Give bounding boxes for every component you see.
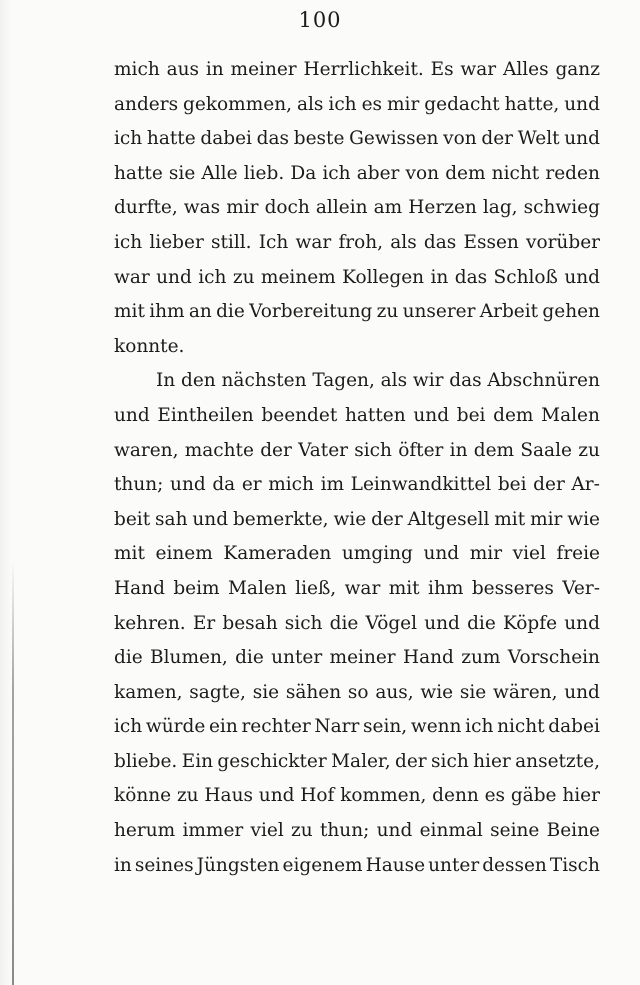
word: und (376, 820, 413, 842)
word: sähen (285, 681, 342, 703)
word: mit (114, 543, 145, 565)
text-line (114, 295, 600, 330)
text-line (114, 607, 600, 642)
word: und (564, 128, 600, 150)
word: es (361, 93, 383, 115)
word: Schloß (493, 266, 558, 288)
word: hier (562, 785, 600, 807)
word: bliebe. (114, 750, 178, 772)
word: mit (388, 577, 420, 599)
word: aus (166, 59, 200, 80)
word: herum (114, 820, 176, 842)
word: das (454, 266, 488, 288)
word: am (373, 197, 403, 219)
word: Malen (227, 577, 287, 599)
text-line (114, 537, 600, 572)
word: das (449, 370, 482, 392)
word: kommen, (340, 785, 427, 807)
word: hatte, (504, 93, 560, 115)
word: Tagen, (312, 370, 375, 392)
word: Da (290, 162, 317, 184)
text-line (114, 572, 600, 607)
word: der (395, 750, 427, 772)
word: lag, (482, 197, 518, 219)
word: sah (155, 508, 188, 530)
word: Beine (546, 820, 600, 842)
word: wir (412, 370, 444, 392)
word: seine (490, 820, 540, 842)
word: still. (211, 231, 252, 253)
word: ich (114, 128, 143, 150)
word: sie (459, 681, 487, 703)
word: dabei (548, 716, 600, 738)
word: mir (226, 197, 259, 219)
word: beendet (261, 404, 338, 426)
word: Ver- (562, 577, 600, 599)
word: die (329, 612, 359, 634)
word: aber (356, 162, 400, 184)
word: durfte, (114, 197, 178, 219)
word: In (156, 370, 176, 392)
word: immer (182, 820, 244, 842)
text-line (114, 676, 600, 711)
word: da (212, 474, 236, 496)
page-number: 100 (298, 8, 342, 32)
word: Gewissen (349, 128, 439, 150)
word: Ein (181, 750, 214, 772)
text-line (114, 849, 600, 884)
word: das (423, 231, 457, 253)
word: gäbe (510, 785, 557, 807)
word: in (430, 266, 449, 288)
word: dessen (482, 854, 547, 876)
word: freie (556, 543, 600, 565)
word: sein, (363, 716, 408, 738)
word: Kollegen (342, 266, 425, 288)
word: vorüber (526, 231, 600, 253)
word: im (320, 474, 345, 496)
word: und (413, 404, 450, 426)
word: sich (431, 750, 469, 772)
word: Hof (300, 785, 335, 807)
word: ich (328, 93, 357, 115)
word: als (380, 370, 408, 392)
word: denn (432, 785, 479, 807)
word: Haus (204, 785, 253, 807)
word: thun; (319, 820, 370, 842)
word: ich (322, 162, 351, 184)
word: so (347, 681, 369, 703)
text-line (114, 53, 600, 88)
word: schwieg (523, 197, 600, 219)
word: Maler, (331, 750, 391, 772)
page-edge-shadow (0, 0, 12, 985)
word: besseres (471, 577, 554, 599)
word: beit (114, 508, 151, 530)
word: ich (465, 716, 494, 738)
word: und (564, 93, 600, 115)
word: die (216, 301, 245, 323)
word: an (188, 301, 212, 323)
word: zu (376, 301, 399, 323)
word: mich (268, 474, 314, 496)
word: Es (430, 59, 454, 80)
word: den (181, 370, 216, 392)
text-line (114, 710, 600, 745)
word: besah (222, 612, 278, 634)
word: viel (250, 820, 284, 842)
word: hatte (146, 128, 196, 150)
word: rechter (241, 716, 311, 738)
word: und (258, 785, 295, 807)
word: unter (428, 854, 480, 876)
word: bei (497, 474, 527, 496)
word: war (114, 266, 150, 288)
word: nicht (491, 162, 540, 184)
word: war (295, 231, 332, 253)
text-line (114, 157, 600, 192)
word: Ich (258, 231, 289, 253)
text-line-paragraph-start (114, 364, 600, 399)
word: zu (578, 439, 600, 461)
text-line (114, 226, 600, 261)
word: ich (114, 716, 143, 738)
word: als (390, 231, 417, 253)
word: mit (114, 301, 145, 323)
word: mir (469, 543, 503, 565)
word: Essen (463, 231, 519, 253)
word: einem (155, 543, 213, 565)
word: Saale (520, 439, 572, 461)
text-line (114, 503, 600, 538)
word: wenn (410, 716, 462, 738)
word: ansetzte, (515, 750, 600, 772)
word: mir (530, 508, 563, 530)
word: hatten (344, 404, 406, 426)
word: würde (145, 716, 206, 738)
word: aus, (375, 681, 414, 703)
word: anders (114, 93, 179, 115)
word: und (114, 404, 150, 426)
word: Alles (502, 59, 549, 80)
word: ich (198, 266, 227, 288)
word: der (533, 474, 565, 496)
word: hatte (114, 162, 163, 184)
word: und (564, 612, 600, 634)
word: ihm (428, 577, 464, 599)
word: mich (114, 59, 160, 80)
text-line (114, 814, 600, 849)
word: gekommen, (183, 93, 293, 115)
word: viel (512, 543, 546, 565)
word: es (484, 785, 506, 807)
word: Herrlichkeit. (303, 59, 424, 80)
word: wie (420, 681, 454, 703)
word: umging (341, 543, 413, 565)
word: dem (473, 439, 515, 461)
text-line (114, 191, 600, 226)
word: lieber (149, 231, 204, 253)
word: einmal (419, 820, 483, 842)
text-line (114, 641, 600, 676)
word: doch (264, 197, 310, 219)
word: beste (293, 128, 345, 150)
text-line (114, 468, 600, 503)
word: kehren. (114, 612, 186, 634)
word: dem (493, 404, 534, 426)
word: zu (291, 820, 313, 842)
word: und (423, 543, 460, 565)
word: Vater (298, 439, 348, 461)
word: in (449, 439, 468, 461)
word: ihm (149, 301, 185, 323)
word: sie (168, 162, 196, 184)
word: ich (114, 231, 143, 253)
word: Leinwandkittel (350, 474, 492, 496)
word: Welt (517, 128, 560, 150)
word: von (405, 162, 440, 184)
word: meiner (230, 59, 297, 80)
word: Alle (201, 162, 238, 184)
word: der (260, 439, 292, 461)
text-line (114, 122, 600, 157)
word: waren, (114, 439, 179, 461)
word: und (564, 681, 600, 703)
word: Abschnüren (487, 370, 600, 392)
word: Malen (541, 404, 600, 426)
word: in (114, 854, 132, 876)
word: war (344, 577, 381, 599)
word: von (443, 128, 477, 150)
word: Arbeit (479, 301, 539, 323)
word: der (481, 128, 514, 150)
text-line (114, 399, 600, 434)
word: zu (176, 785, 199, 807)
word: hier (473, 750, 511, 772)
word: dem (445, 162, 486, 184)
word: ein (208, 716, 238, 738)
word: Hand (114, 577, 165, 599)
word: seines (134, 854, 194, 876)
word: Herzen (408, 197, 477, 219)
word: war (460, 59, 497, 80)
word: ließ, (295, 577, 337, 599)
word: bemerkte, (232, 508, 329, 530)
word: Vorbereitung (249, 301, 373, 323)
word: unserer (402, 301, 476, 323)
word: Jüngsten (196, 854, 280, 876)
word: was (183, 197, 221, 219)
word: Vorschein (507, 647, 600, 669)
word: kamen, (114, 681, 183, 703)
word: und (564, 266, 600, 288)
word: und (170, 474, 206, 496)
text-line (114, 745, 600, 780)
word: meiner (329, 647, 396, 669)
word: meinem (260, 266, 336, 288)
word: froh, (338, 231, 384, 253)
word: und (424, 612, 460, 634)
word: nächsten (221, 370, 307, 392)
word: Vögel (365, 612, 418, 634)
word: gedacht (424, 93, 500, 115)
word: die (114, 647, 143, 669)
word: die (467, 612, 496, 634)
word: sich (354, 439, 392, 461)
word: machte (184, 439, 254, 461)
word: als (296, 93, 324, 115)
word: Kameraden (223, 543, 332, 565)
word: die (235, 647, 264, 669)
word: geschickter (217, 750, 327, 772)
word: allein (315, 197, 368, 219)
text-line-paragraph-end (114, 330, 600, 365)
word: dabei (200, 128, 252, 150)
word: zum (461, 647, 501, 669)
word: Altgesell (407, 508, 490, 530)
word: Hause (365, 854, 426, 876)
word: bei (456, 404, 486, 426)
word: wie (333, 508, 367, 530)
binding-edge-mark (12, 560, 14, 985)
word: beim (173, 577, 220, 599)
word: der (371, 508, 403, 530)
word: konnte. (114, 335, 185, 357)
word: Tisch (549, 854, 600, 876)
word: Eintheilen (157, 404, 254, 426)
word: wie (567, 508, 600, 530)
word: thun; (114, 474, 164, 496)
word: Er (192, 612, 216, 634)
word: Köpfe (502, 612, 558, 634)
word: mir (387, 93, 420, 115)
word: nicht (497, 716, 545, 738)
word: öfter (398, 439, 444, 461)
word: mit (494, 508, 526, 530)
body-text (114, 53, 600, 883)
word: er (241, 474, 262, 496)
word: Hand (402, 647, 454, 669)
word: zu (232, 266, 255, 288)
word: in (205, 59, 224, 80)
word: Narr (314, 716, 360, 738)
word: und (156, 266, 192, 288)
word: Blumen, (150, 647, 228, 669)
word: eigenem (282, 854, 363, 876)
word: sich (284, 612, 323, 634)
word: und (192, 508, 229, 530)
word: lieb. (243, 162, 285, 184)
word: gehen (542, 301, 600, 323)
word: unter (271, 647, 323, 669)
text-line (114, 779, 600, 814)
text-line (114, 434, 600, 469)
word: reden (545, 162, 600, 184)
word: ganz (555, 59, 600, 80)
word: das (256, 128, 290, 150)
word: sagte, (189, 681, 246, 703)
word: wären, (493, 681, 558, 703)
text-line (114, 88, 600, 123)
word: sie (252, 681, 280, 703)
word: könne (114, 785, 172, 807)
text-line (114, 261, 600, 296)
word: Ar- (571, 474, 600, 496)
